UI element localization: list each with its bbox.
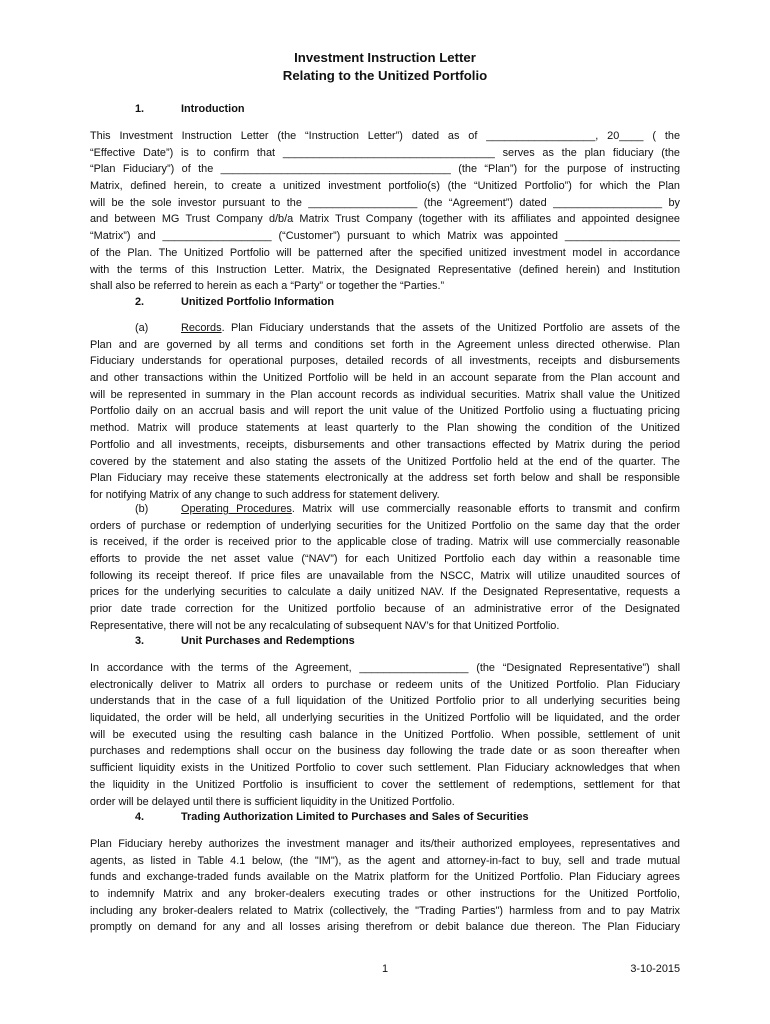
section-number: 1. <box>135 103 145 115</box>
text-line: orders of purchase or redemption of underlying securities for the Unitized Portfolio on the same day that the order <box>90 519 680 532</box>
text-fragment: . Plan Fiduciary understands that the assets of the Unitized Portfolio are assets of the <box>221 322 680 334</box>
text-line: following its receipt thereof. If price files are unavailable from the NSCC, Matrix will utilize unaudited sources of <box>90 569 680 582</box>
text-line: Matrix, defined herein, to create a unitized investment portfolio(s) (the “Unitized Portfolio”) for which the Plan <box>90 180 680 193</box>
text-line <box>90 320 680 337</box>
text-line: covered by the statement and also stating the assets of the Unitized Portfolio held at the end of the quarter. The <box>90 455 680 468</box>
subsection-label: (b) <box>135 503 149 515</box>
text-line: with the terms of this Instruction Letter. Matrix, the Designated Representative (defined herein) and Institution <box>90 263 680 276</box>
text-line: order will be delayed until there is sufficient liquidity in the Unitized Portfolio. <box>90 795 455 808</box>
section-title: Unitized Portfolio Information <box>181 296 335 308</box>
text-line: will be the sole investor pursuant to the __________________ (the “Agreement”) dated __________________ by <box>90 196 680 209</box>
text-line: Plan Fiduciary may receive these statements electronically at the address set forth below and shall be responsible <box>90 472 680 485</box>
text-line: promptly on demand for any and all losses arising therefrom or debit balance due thereon. The Plan Fiduciary <box>90 921 680 934</box>
text-line: Representative, there will not be any recalculating of subsequent NAV’s for that Unitized Portfolio. <box>90 619 560 632</box>
text-line: prior date trade correction for the Unitized portfolio because of an administrative error of the Designated <box>90 603 680 616</box>
document-subtitle: Relating to the Unitized Portfolio <box>282 68 488 83</box>
text-line: method. Matrix will produce statements at least quarterly to the Plan showing the condition of the Unitized <box>90 422 680 435</box>
page-number: 1 <box>381 963 389 975</box>
footer-date: 3-10-2015 <box>630 963 680 975</box>
text-line: shall also be referred to herein as each a “Party” or together the “Parties.” <box>90 280 445 293</box>
text-line: Portfolio daily on an accrual basis and will report the unit value of the Unitized Portfolio using a fluctuating pricing <box>90 405 680 418</box>
section-heading-unitized-portfolio-information <box>90 296 680 313</box>
section-heading-unit-purchases <box>90 635 680 652</box>
section-heading-trading-authorization <box>90 811 680 828</box>
text-line: Fiduciary understands for operational purposes, detailed records of all investments, receipts and disbursements <box>90 355 680 368</box>
text-line: liquidated, the order will be held, all underlying securities in the Unitized Portfolio will be liquidated, and the order <box>90 712 680 725</box>
text-line: including any broker-dealers related to Matrix (collectively, the "Trading Parties") harmless from and to pay Matrix <box>90 904 680 917</box>
text-line: understands that in the case of a full liquidation of the Unitized Portfolio prior to all underlying securities being <box>90 695 680 708</box>
text-line: to indemnify Matrix and any broker-dealers executing trades or other instructions for the Unitized Portfolio, <box>90 888 680 901</box>
text-line: purchases and redemptions shall occur on the business day following the trade date or as soon thereafter when <box>90 745 680 758</box>
text-line: efforts to provide the net asset value (“NAV”) for each Unitized Portfolio each day within a reasonable time <box>90 553 680 566</box>
text-line: In accordance with the terms of the Agreement, __________________ (the “Designated Representative”) shall <box>90 662 680 674</box>
text-line <box>90 501 680 518</box>
text-line: “Effective Date”) is to confirm that ___________________________________ serves as the plan fiduciary (the <box>90 146 680 159</box>
subsection-term: Records <box>181 322 222 334</box>
section-title: Introduction <box>181 103 245 115</box>
section-heading-introduction <box>90 103 680 120</box>
text-line: This Investment Instruction Letter (the “Instruction Letter”) dated as of __________________, 20____ ( the <box>90 130 680 142</box>
text-line: of the Plan. The Unitized Portfolio will be patterned after the specified unitized investment model in accordance <box>90 246 680 259</box>
text-line: and other transactions within the Unitized Portfolio will be held in an account separate from the Plan account and <box>90 372 680 385</box>
text-line: funds and exchange-traded funds available on the Matrix platform for the Unitized Portfolio. Plan Fiduciary agrees <box>90 871 680 884</box>
section-title: Unit Purchases and Redemptions <box>181 635 355 647</box>
text-line: and between MG Trust Company d/b/a Matrix Trust Company (together with its affiliates and appointed designee <box>90 213 680 226</box>
subsection-term: Operating Procedures <box>181 503 292 515</box>
text-line: will be represented in summary in the Plan account records as individual securities. Matrix shall value the Unitized <box>90 388 680 401</box>
text-line: is received, if the order is received prior to the applicable close of trading. Matrix will use commercially reasonable <box>90 536 680 549</box>
text-line: “Matrix”) and __________________ (“Customer”) pursuant to which Matrix was appointed ___________________ <box>90 230 680 243</box>
text-line: the liquidity in the Unitized Portfolio is insufficient to cover the settlement of redemptions, settlement for that <box>90 778 680 791</box>
paragraph-operating-procedures <box>90 501 680 635</box>
section-title: Trading Authorization Limited to Purchases and Sales of Securities <box>181 811 529 823</box>
text-line: Portfolio and all investments, receipts, disbursements and other transactions effected by Matrix during the period <box>90 438 680 451</box>
paragraph-trading-authorization <box>90 836 680 936</box>
section-number: 2. <box>135 296 145 308</box>
document-title: Investment Instruction Letter <box>294 50 476 65</box>
section-number: 3. <box>135 635 145 647</box>
text-line: “Plan Fiduciary”) of the ______________________________________ (the “Plan”) for the purpose of instructing <box>90 163 680 176</box>
text-line: prices for the underlying securities to calculate a daily unitized NAV. If the Designated Representative, requests a <box>90 586 680 599</box>
text-line: electronically deliver to Matrix all orders to purchase or redeem units of the Unitized Portfolio. Plan Fiduciary <box>90 678 680 691</box>
text-line: Plan and are governed by all terms and conditions set forth in the Agreement unless directed otherwise. Plan <box>90 338 680 351</box>
paragraph-introduction <box>90 128 680 295</box>
subsection-label: (a) <box>135 322 149 334</box>
text-line: for notifying Matrix of any change to such address for statement delivery. <box>90 488 440 501</box>
text-line: sufficient liquidity exists in the Unitized Portfolio to cover such settlement. Plan Fiduciary acknowledges that when <box>90 762 680 775</box>
text-line: agents, as listed in Table 4.1 below, (the "IM"), as the agent and attorney-in-fact to buy, sell and trade mutual <box>90 854 680 867</box>
section-number: 4. <box>135 811 145 823</box>
paragraph-unit-purchases <box>90 660 680 810</box>
text-line: Plan Fiduciary hereby authorizes the investment manager and its/their authorized employees, representatives and <box>90 838 680 850</box>
paragraph-records <box>90 320 680 504</box>
text-fragment: . Matrix will use commercially reasonable efforts to transmit and confirm <box>291 503 680 515</box>
text-line: will be executed using the resulting cash balance in the Unitized Portfolio. When possible, settlement of unit <box>90 728 680 741</box>
